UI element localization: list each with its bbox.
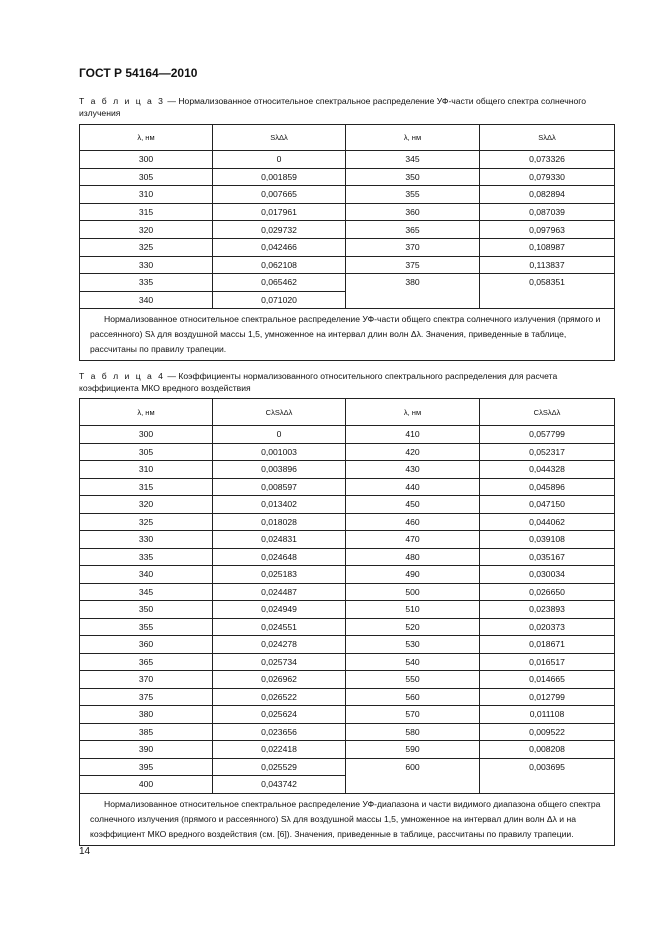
- table4-header-value: CλSλΔλ: [480, 399, 615, 426]
- wavelength-cell: 340: [80, 566, 213, 584]
- wavelength-cell: 375: [80, 688, 213, 706]
- table3-caption-label: Т а б л и ц а 3: [79, 96, 165, 106]
- table-row: [80, 186, 615, 204]
- table-row: [80, 548, 615, 566]
- wavelength-cell: 315: [80, 203, 213, 221]
- table3: [79, 124, 615, 361]
- wavelength-cell: 570: [346, 706, 480, 724]
- value-cell: 0,097963: [480, 221, 615, 239]
- wavelength-cell: 550: [346, 671, 480, 689]
- table-row: [80, 671, 615, 689]
- value-cell: 0,018671: [480, 636, 615, 654]
- table-row: [80, 636, 615, 654]
- table-row: [80, 601, 615, 619]
- value-cell: 0,044328: [480, 461, 615, 479]
- value-cell: 0,108987: [480, 238, 615, 256]
- wavelength-cell: 365: [80, 653, 213, 671]
- wavelength-cell: 540: [346, 653, 480, 671]
- wavelength-cell: 300: [80, 426, 213, 444]
- value-cell: 0,001003: [213, 443, 346, 461]
- wavelength-cell: 385: [80, 723, 213, 741]
- wavelength-cell: 395: [80, 758, 213, 776]
- table-row: [80, 168, 615, 186]
- wavelength-cell: 335: [80, 274, 213, 292]
- wavelength-cell: 430: [346, 461, 480, 479]
- value-cell: 0,024487: [213, 583, 346, 601]
- value-cell: 0,008597: [213, 478, 346, 496]
- value-cell: 0,023893: [480, 601, 615, 619]
- table3-header-wavelength: λ, нм: [346, 125, 480, 151]
- value-cell: 0,023656: [213, 723, 346, 741]
- table-row: [80, 741, 615, 759]
- value-cell: 0,047150: [480, 496, 615, 514]
- wavelength-cell: 580: [346, 723, 480, 741]
- table3-header-wavelength: λ, нм: [80, 125, 213, 151]
- table-row: [80, 221, 615, 239]
- wavelength-cell: 520: [346, 618, 480, 636]
- value-cell: 0,024278: [213, 636, 346, 654]
- document-header: ГОСТ Р 54164—2010: [79, 66, 198, 80]
- value-cell: 0,113837: [480, 256, 615, 274]
- wavelength-cell: 480: [346, 548, 480, 566]
- table-row: [80, 653, 615, 671]
- value-cell: 0,039108: [480, 531, 615, 549]
- value-cell: 0,025183: [213, 566, 346, 584]
- wavelength-cell: 360: [346, 203, 480, 221]
- wavelength-cell: 330: [80, 531, 213, 549]
- table-row: [80, 274, 615, 292]
- value-cell: 0,003896: [213, 461, 346, 479]
- table-row: [80, 531, 615, 549]
- value-cell: 0,052317: [480, 443, 615, 461]
- value-cell: 0,058351: [480, 274, 615, 309]
- table-row: [80, 496, 615, 514]
- value-cell: 0,012799: [480, 688, 615, 706]
- wavelength-cell: 500: [346, 583, 480, 601]
- table-note-text: Нормализованное относительное спектральное распределение УФ-части общего спектра солнечного излучения (прямого и рассеянного) Sλ для воздушной массы 1,5, умноженное на интервал длин волн Δλ. Значения, приведенные в таблице, рассчитаны по правилу трапеции.: [90, 314, 601, 355]
- wavelength-cell: 600: [346, 758, 480, 793]
- wavelength-cell: 380: [80, 706, 213, 724]
- wavelength-cell: 350: [80, 601, 213, 619]
- wavelength-cell: 325: [80, 238, 213, 256]
- wavelength-cell: 590: [346, 741, 480, 759]
- value-cell: 0,017961: [213, 203, 346, 221]
- table3-header-value: SλΔλ: [480, 125, 615, 151]
- wavelength-cell: 410: [346, 426, 480, 444]
- value-cell: 0,082894: [480, 186, 615, 204]
- value-cell: 0,044062: [480, 513, 615, 531]
- wavelength-cell: 450: [346, 496, 480, 514]
- wavelength-cell: 310: [80, 461, 213, 479]
- table-row: [80, 461, 615, 479]
- table-note: [80, 309, 615, 361]
- value-cell: 0: [213, 426, 346, 444]
- table-row: [80, 151, 615, 169]
- value-cell: 0,045896: [480, 478, 615, 496]
- wavelength-cell: 320: [80, 221, 213, 239]
- value-cell: 0,026962: [213, 671, 346, 689]
- wavelength-cell: 355: [346, 186, 480, 204]
- value-cell: 0,065462: [213, 274, 346, 292]
- value-cell: 0,026522: [213, 688, 346, 706]
- wavelength-cell: 300: [80, 151, 213, 169]
- wavelength-cell: 420: [346, 443, 480, 461]
- table-row: [80, 443, 615, 461]
- wavelength-cell: 340: [80, 291, 213, 309]
- wavelength-cell: 440: [346, 478, 480, 496]
- value-cell: 0,030034: [480, 566, 615, 584]
- value-cell: 0,087039: [480, 203, 615, 221]
- value-cell: 0,016517: [480, 653, 615, 671]
- value-cell: 0,024831: [213, 531, 346, 549]
- wavelength-cell: 315: [80, 478, 213, 496]
- value-cell: 0,029732: [213, 221, 346, 239]
- table-row: [80, 758, 615, 776]
- table3-header-value: SλΔλ: [213, 125, 346, 151]
- value-cell: 0: [213, 151, 346, 169]
- value-cell: 0,025624: [213, 706, 346, 724]
- value-cell: 0,079330: [480, 168, 615, 186]
- table4-header-wavelength: λ, нм: [346, 399, 480, 426]
- wavelength-cell: 310: [80, 186, 213, 204]
- table-row: [80, 688, 615, 706]
- table-row: [80, 583, 615, 601]
- value-cell: 0,024551: [213, 618, 346, 636]
- wavelength-cell: 370: [80, 671, 213, 689]
- value-cell: 0,024648: [213, 548, 346, 566]
- value-cell: 0,008208: [480, 741, 615, 759]
- wavelength-cell: 530: [346, 636, 480, 654]
- value-cell: 0,071020: [213, 291, 346, 309]
- table4-header-wavelength: λ, нм: [80, 399, 213, 426]
- wavelength-cell: 390: [80, 741, 213, 759]
- value-cell: 0,062108: [213, 256, 346, 274]
- wavelength-cell: 380: [346, 274, 480, 309]
- wavelength-cell: 510: [346, 601, 480, 619]
- wavelength-cell: 330: [80, 256, 213, 274]
- value-cell: 0,025734: [213, 653, 346, 671]
- value-cell: 0,057799: [480, 426, 615, 444]
- value-cell: 0,011108: [480, 706, 615, 724]
- wavelength-cell: 470: [346, 531, 480, 549]
- wavelength-cell: 360: [80, 636, 213, 654]
- table3-caption: [79, 95, 614, 119]
- wavelength-cell: 460: [346, 513, 480, 531]
- table-row: [80, 618, 615, 636]
- wavelength-cell: 305: [80, 168, 213, 186]
- table4-caption: [79, 370, 614, 394]
- table-row: [80, 513, 615, 531]
- table-row: [80, 478, 615, 496]
- value-cell: 0,022418: [213, 741, 346, 759]
- value-cell: 0,073326: [480, 151, 615, 169]
- value-cell: 0,009522: [480, 723, 615, 741]
- table-note-row: [80, 793, 615, 845]
- value-cell: 0,001859: [213, 168, 346, 186]
- table-row: [80, 723, 615, 741]
- wavelength-cell: 560: [346, 688, 480, 706]
- table4-caption-text: — Коэффициенты нормализованного относительного спектрального распределения для расчета коэффициента МКО вредного воздействия: [79, 371, 558, 393]
- wavelength-cell: 345: [80, 583, 213, 601]
- table3-caption-text: — Нормализованное относительное спектральное распределение УФ-части общего спектра солнечного излучения: [79, 96, 586, 118]
- wavelength-cell: 350: [346, 168, 480, 186]
- value-cell: 0,007665: [213, 186, 346, 204]
- table-row: [80, 256, 615, 274]
- wavelength-cell: 375: [346, 256, 480, 274]
- table-row: [80, 238, 615, 256]
- wavelength-cell: 490: [346, 566, 480, 584]
- wavelength-cell: 320: [80, 496, 213, 514]
- table-note-row: [80, 309, 615, 361]
- table-note-text: Нормализованное относительное спектральное распределение УФ-диапазона и части видимого диапазона общего спектра солнечного излучения (прямого и рассеянного) Sλ для воздушной массы 1,5, умноженное на интервал длин волн Δλ и на коэффициент МКО вредного воздействия (см. [6]). Значения, приведенные в таблице, рассчитаны по правилу трапеции.: [90, 798, 601, 839]
- wavelength-cell: 345: [346, 151, 480, 169]
- value-cell: 0,035167: [480, 548, 615, 566]
- table4-header-value: CλSλΔλ: [213, 399, 346, 426]
- table4: [79, 398, 615, 846]
- wavelength-cell: 370: [346, 238, 480, 256]
- wavelength-cell: 355: [80, 618, 213, 636]
- value-cell: 0,018028: [213, 513, 346, 531]
- value-cell: 0,020373: [480, 618, 615, 636]
- value-cell: 0,025529: [213, 758, 346, 776]
- wavelength-cell: 325: [80, 513, 213, 531]
- table4-caption-label: Т а б л и ц а 4: [79, 371, 165, 381]
- wavelength-cell: 335: [80, 548, 213, 566]
- value-cell: 0,043742: [213, 776, 346, 794]
- value-cell: 0,024949: [213, 601, 346, 619]
- table-row: [80, 566, 615, 584]
- table-row: [80, 203, 615, 221]
- wavelength-cell: 400: [80, 776, 213, 794]
- table-note: [80, 793, 615, 845]
- value-cell: 0,014665: [480, 671, 615, 689]
- page-number: 14: [79, 846, 91, 857]
- table-row: [80, 706, 615, 724]
- wavelength-cell: 305: [80, 443, 213, 461]
- value-cell: 0,013402: [213, 496, 346, 514]
- value-cell: 0,042466: [213, 238, 346, 256]
- value-cell: 0,026650: [480, 583, 615, 601]
- table-row: [80, 426, 615, 444]
- value-cell: 0,003695: [480, 758, 615, 793]
- wavelength-cell: 365: [346, 221, 480, 239]
